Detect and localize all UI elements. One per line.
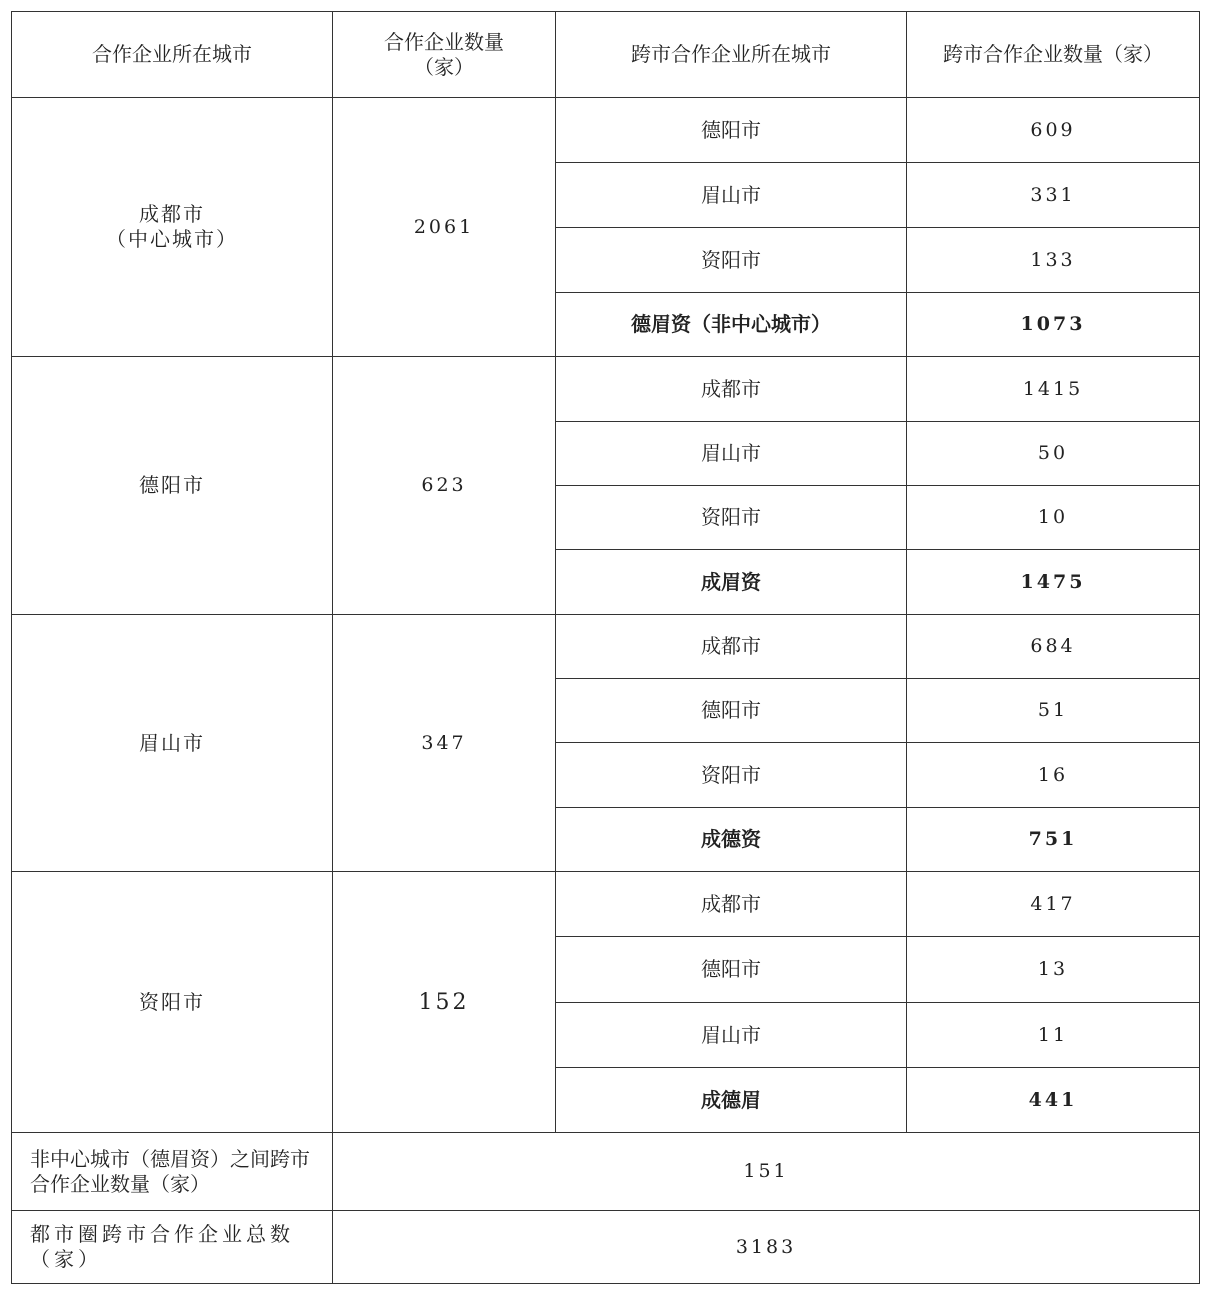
cross-city-cell: 资阳市	[556, 743, 907, 808]
cross-city-cell: 成都市	[556, 615, 907, 679]
cross-city-cell: 资阳市	[556, 486, 907, 550]
footer-value-noncentral: 151	[333, 1133, 1200, 1211]
group-city-line2: （中心城市）	[106, 227, 238, 251]
group-city-deyang	[12, 357, 333, 615]
header-count	[333, 12, 556, 98]
group-city-line1: 成都市	[139, 202, 205, 226]
cross-city-cell: 德阳市	[556, 98, 907, 163]
table-row	[12, 615, 1200, 679]
group-count: 152	[333, 872, 556, 1133]
header-count-text: 合作企业数量（家）	[384, 29, 504, 79]
cross-count-cell: 1415	[907, 357, 1200, 422]
cross-count-cell: 50	[907, 422, 1200, 486]
footer-value-total: 3183	[333, 1211, 1200, 1284]
footer-label-noncentral: 非中心城市（德眉资）之间跨市合作企业数量（家）	[12, 1133, 333, 1211]
group-city-meishan	[12, 615, 333, 872]
cross-count-cell: 11	[907, 1003, 1200, 1068]
cross-count-cell: 684	[907, 615, 1200, 679]
cross-city-cell: 眉山市	[556, 163, 907, 228]
header-cross-city: 跨市合作企业所在城市	[556, 12, 907, 98]
cross-city-cell: 资阳市	[556, 228, 907, 293]
footer-label-total: 都市圈跨市合作企业总数（家）	[12, 1211, 333, 1284]
cross-city-cell: 德阳市	[556, 937, 907, 1003]
group-city-line1: 资阳市	[139, 989, 205, 1014]
group-count: 347	[333, 615, 556, 872]
subtotal-city-cell: 成眉资	[556, 550, 907, 615]
cross-city-cell: 成都市	[556, 872, 907, 937]
group-city-line1: 眉山市	[139, 730, 205, 755]
table-row	[12, 872, 1200, 937]
footer-row	[12, 1133, 1200, 1211]
cross-city-cell: 眉山市	[556, 422, 907, 486]
group-count: 623	[333, 357, 556, 615]
header-cross-count: 跨市合作企业数量（家）	[907, 12, 1200, 98]
footer-row	[12, 1211, 1200, 1284]
cooperation-table-wrapper	[11, 11, 1200, 1284]
cooperation-table	[11, 11, 1200, 1284]
subtotal-count-cell: 1475	[907, 550, 1200, 615]
subtotal-city-cell: 德眉资（非中心城市）	[556, 293, 907, 357]
cross-count-cell: 16	[907, 743, 1200, 808]
table-row	[12, 357, 1200, 422]
group-city-ziyang	[12, 872, 333, 1133]
cross-count-cell: 13	[907, 937, 1200, 1003]
group-city-chengdu	[12, 98, 333, 357]
subtotal-city-cell: 成德资	[556, 808, 907, 872]
cross-city-cell: 成都市	[556, 357, 907, 422]
cross-count-cell: 417	[907, 872, 1200, 937]
header-city: 合作企业所在城市	[12, 12, 333, 98]
cross-count-cell: 133	[907, 228, 1200, 293]
header-row	[12, 12, 1200, 98]
table-row	[12, 98, 1200, 163]
group-count: 2061	[333, 98, 556, 357]
cross-count-cell: 10	[907, 486, 1200, 550]
cross-city-cell: 德阳市	[556, 679, 907, 743]
cross-city-cell: 眉山市	[556, 1003, 907, 1068]
cross-count-cell: 51	[907, 679, 1200, 743]
subtotal-count-cell: 441	[907, 1068, 1200, 1133]
cross-count-cell: 331	[907, 163, 1200, 228]
cross-count-cell: 609	[907, 98, 1200, 163]
subtotal-count-cell: 1073	[907, 293, 1200, 357]
group-city-line1: 德阳市	[139, 473, 205, 497]
subtotal-city-cell: 成德眉	[556, 1068, 907, 1133]
subtotal-count-cell: 751	[907, 808, 1200, 872]
